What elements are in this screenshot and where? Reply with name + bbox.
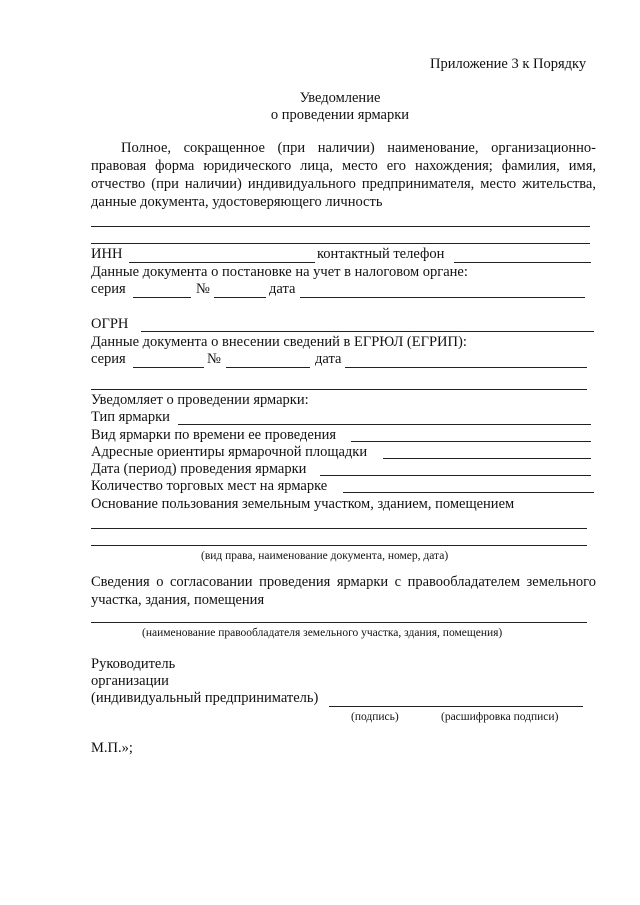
- agreement-caption: (наименование правообладателя земельного участка, здания, помещения): [142, 627, 503, 639]
- egrul-doc-heading: Данные документа о внесении сведений в ЕГРЮЛ (ЕГРИП):: [91, 334, 467, 350]
- intro-fill-line-1[interactable]: [91, 226, 590, 227]
- fair-type-label: Тип ярмарки: [91, 409, 170, 425]
- egrul-date-label: дата: [315, 351, 342, 367]
- egrul-date-field[interactable]: [345, 367, 587, 368]
- fair-kind-field[interactable]: [351, 441, 591, 442]
- signature-role-line-3: (индивидуальный предприниматель): [91, 690, 319, 706]
- document-subtitle: о проведении ярмарки: [270, 107, 410, 123]
- egrul-series-label: серия: [91, 351, 126, 367]
- signature-field[interactable]: [329, 706, 583, 707]
- tax-date-field[interactable]: [300, 297, 585, 298]
- intro-paragraph: Полное, сокращенное (при наличии) наименование, организационно-правовая форма юридического лица, место его нахождения; фамилия, имя, отчество (при наличии) индивидуального предпринимателя, место жительства, данные документа, удостоверяющего личность: [91, 140, 596, 210]
- intro-fill-line-2[interactable]: [91, 243, 590, 244]
- signature-caption: (подпись): [351, 711, 399, 723]
- fair-kind-label: Вид ярмарки по времени ее проведения: [91, 427, 337, 443]
- notice-heading: Уведомляет о проведении ярмарки:: [91, 392, 309, 408]
- document-title: Уведомление: [299, 90, 381, 106]
- tax-series-label: серия: [91, 281, 126, 297]
- land-use-basis-field-1[interactable]: [91, 528, 587, 529]
- inn-field[interactable]: [129, 262, 315, 263]
- stamp-place: М.П.»;: [91, 740, 133, 756]
- tax-number-field[interactable]: [214, 297, 266, 298]
- land-use-basis-field-2[interactable]: [91, 545, 587, 546]
- fair-date-field[interactable]: [320, 475, 591, 476]
- ogrn-field[interactable]: [141, 331, 594, 332]
- fair-address-label: Адресные ориентиры ярмарочной площадки: [91, 444, 368, 460]
- fair-type-field[interactable]: [178, 424, 591, 425]
- signature-role-line-1: Руководитель: [91, 656, 176, 672]
- tax-doc-heading: Данные документа о постановке на учет в налоговом органе:: [91, 264, 468, 280]
- phone-label: контактный телефон: [317, 246, 445, 262]
- egrul-number-field[interactable]: [226, 367, 310, 368]
- signature-decode-caption: (расшифровка подписи): [441, 711, 559, 723]
- phone-field[interactable]: [454, 262, 591, 263]
- egrul-extra-line[interactable]: [91, 389, 587, 390]
- fair-date-label: Дата (период) проведения ярмарки: [91, 461, 307, 477]
- trade-places-label: Количество торговых мест на ярмарке: [91, 478, 328, 494]
- egrul-series-field[interactable]: [133, 367, 204, 368]
- agreement-text: Сведения о согласовании проведения ярмарки с правообладателем земельного участка, здания, помещения: [91, 574, 596, 608]
- land-use-basis-caption: (вид права, наименование документа, номер, дата): [201, 550, 449, 562]
- tax-series-field[interactable]: [133, 297, 191, 298]
- egrul-number-label: №: [207, 351, 221, 367]
- inn-label: ИНН: [91, 246, 123, 262]
- land-use-basis-label: Основание пользования земельным участком, зданием, помещением: [91, 496, 515, 512]
- tax-number-label: №: [196, 281, 210, 297]
- trade-places-field[interactable]: [343, 492, 594, 493]
- agreement-field[interactable]: [91, 622, 587, 623]
- ogrn-label: ОГРН: [91, 316, 129, 332]
- fair-address-field[interactable]: [383, 458, 591, 459]
- appendix-reference: Приложение 3 к Порядку: [430, 56, 587, 72]
- signature-role-line-2: организации: [91, 673, 169, 689]
- tax-date-label: дата: [269, 281, 296, 297]
